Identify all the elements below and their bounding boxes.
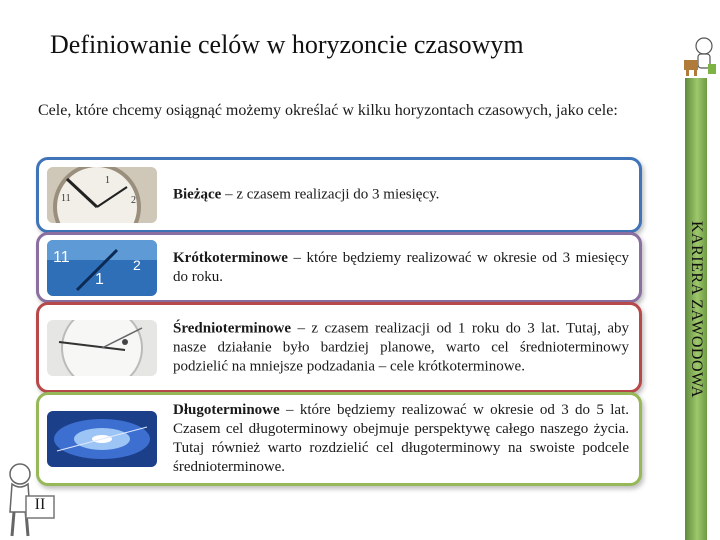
clock-icon xyxy=(47,411,157,467)
svg-text:11: 11 xyxy=(53,248,70,266)
goal-term: Długoterminowe xyxy=(173,402,280,418)
goal-text xyxy=(173,186,629,205)
goal-card-current xyxy=(36,157,642,233)
goal-description: – które będziemy realizować w okresie od 3 miesięcy do roku. xyxy=(173,249,629,285)
clock-icon xyxy=(47,240,157,296)
person-figure-icon xyxy=(682,34,718,78)
side-label: KARIERA ZAWODOWA xyxy=(688,220,705,398)
intro-text: Cele, które chcemy osiągnąć możemy określać w kilku horyzontach czasowych, jako cele: xyxy=(38,102,618,119)
goal-text xyxy=(173,401,629,477)
page-title: Definiowanie celów w horyzoncie czasowym xyxy=(50,30,524,59)
goal-text xyxy=(173,319,629,376)
goal-term: Krótkoterminowe xyxy=(173,249,288,266)
sign-label: II xyxy=(34,496,46,513)
goal-description: – z czasem realizacji od 1 roku do 3 lat. Tutaj, aby nasze działanie było bardziej planowe, warto cel średnioterminowy podzielić na mniejsze podzadania – cele krótkoterminowe. xyxy=(173,320,629,374)
clock-icon xyxy=(47,167,157,223)
goal-description: – z czasem realizacji do 3 miesięcy. xyxy=(221,186,440,203)
svg-text:11: 11 xyxy=(61,193,71,204)
goal-card-short-term xyxy=(36,232,642,303)
svg-text:2: 2 xyxy=(131,195,136,206)
goal-term: Bieżące xyxy=(173,186,222,203)
clock-icon xyxy=(47,320,157,376)
goal-text xyxy=(173,249,629,287)
goal-description: – które będziemy realizować w okresie od 3 do 5 lat. Czasem cel długoterminowy obejmuje perspektywę całego naszego życia. Tutaj również warto rozdzielić cel długoterminowy na swoiste podcele średnioterminowe. xyxy=(173,402,629,475)
svg-text:1: 1 xyxy=(105,175,110,186)
goal-card-medium-term xyxy=(36,302,642,393)
goal-card-long-term xyxy=(36,392,642,486)
goal-term: Średnioterminowe xyxy=(173,320,292,336)
svg-text:2: 2 xyxy=(133,256,141,273)
svg-text:1: 1 xyxy=(95,270,104,288)
